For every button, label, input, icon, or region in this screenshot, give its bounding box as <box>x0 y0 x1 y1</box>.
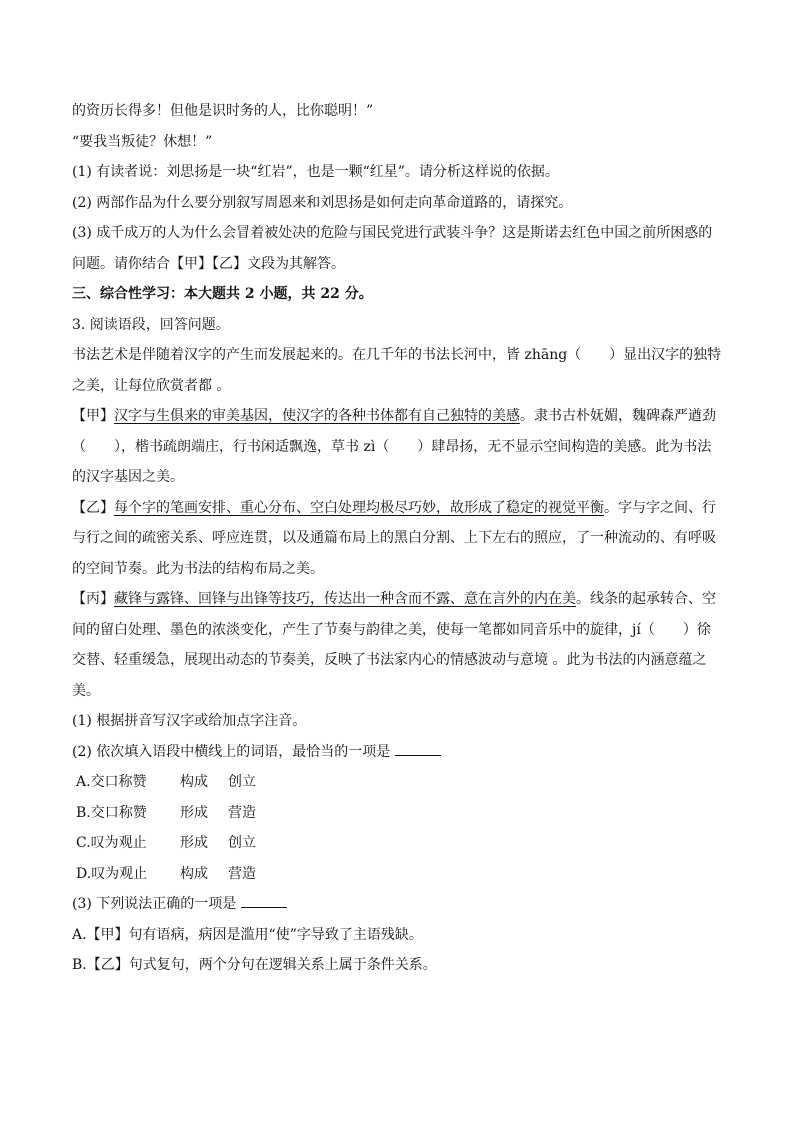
passage-text: 的空间节奏。此为书法的结构布局之美。 <box>72 560 324 577</box>
underlined-sentence: 汉字与生俱来的审美基因，使汉字的各种书体都有自己独特的美感 <box>114 408 520 424</box>
passage-paragraph-yi <box>72 493 722 524</box>
passage-text: 。字与字之间、行 <box>604 499 716 516</box>
question-text: 问题。请你结合【甲】【乙】文段为其解答。 <box>72 255 345 272</box>
option-a[interactable]: A.交口称赞 构成 创立 <box>76 774 256 790</box>
passage-text: 的汉字基因之美。 <box>72 469 184 485</box>
section-heading: 三、综合性学习：本大题共 2 小题，共 22 分。 <box>72 286 373 302</box>
underlined-sentence: 藏锋与露锋、回锋与出锋等技巧，传达出一种含而不露、意在言外的内在美 <box>114 591 576 607</box>
passage-paragraph-bing <box>72 584 722 615</box>
passage-text: 与行之间的疏密关系、呼应连贯，以及通篇布局上的黑白分割、上下左右的照应，了一种流动的、有呼吸 <box>72 530 716 546</box>
question-title: 3. 阅读语段，回答问题。 <box>72 316 230 333</box>
passage-text: （ ），楷书疏朗端庄，行书闲适飘逸，草书 zì（ ）肆昂扬，无不显示空间构造的美感。此为书法 <box>72 438 712 455</box>
answer-blank[interactable] <box>395 741 441 756</box>
answer-blank[interactable] <box>241 893 287 908</box>
text-line: “要我当叛徒？休想！” <box>72 133 213 150</box>
question-text: (1) 有读者说：刘思扬是一块“红岩”，也是一颗“红星”。请分析这样说的依据。 <box>72 164 559 180</box>
paragraph-tag: 【乙】 <box>72 499 114 516</box>
text-line: 的资历长得多！但他是识时务的人，比你聪明！” <box>72 103 374 119</box>
option-d[interactable]: D.叹为观止 构成 营造 <box>76 865 256 882</box>
passage-text: 。隶书古朴妩媚，魏碑森严遒劲 <box>520 408 716 424</box>
passage-text: 。线条的起承转合、空 <box>576 591 716 607</box>
passage-text: 美。 <box>72 682 100 699</box>
passage-paragraph-jia <box>72 401 722 432</box>
sub-question: (1) 根据拼音写汉字或给加点字注音。 <box>72 713 307 729</box>
passage-text: 书法艺术是伴随着汉字的产生而发展起来的。在几千年的书法长河中，皆 zhāng（ ）显出汉字的独特 <box>72 347 722 363</box>
underlined-sentence: 每个字的笔画安排、重心分布、空白处理均极尽巧妙，故形成了稳定的视觉平衡 <box>114 499 604 516</box>
choice-b[interactable]: B.【乙】句式复句，两个分句在逻辑关系上属于条件关系。 <box>72 957 437 973</box>
question-text: (3) 成千成万的人为什么会冒着被处决的危险与国民党进行武装斗争？这是斯诺去红色中国之前所困惑的 <box>72 225 713 241</box>
sub-question: (3) 下列说法正确的一项是 <box>72 889 722 920</box>
passage-text: 交替、轻重缓急，展现出动态的节奏美，反映了书法家内心的情感波动与意境 。此为书法的内涵意蕴之 <box>72 652 707 668</box>
passage-text: 间的留白处理、墨色的浓淡变化，产生了节奏与韵律之美，使每一笔都如同音乐中的旋律，jí（ ）徐 <box>72 621 711 638</box>
choice-a[interactable]: A.【甲】句有语病，病因是滥用“使”字导致了主语残缺。 <box>72 926 423 943</box>
option-c[interactable]: C.叹为观止 形成 创立 <box>76 835 256 851</box>
paragraph-tag: 【甲】 <box>72 408 114 424</box>
passage-text: 之美，让每位欣赏者都 。 <box>72 377 231 394</box>
question-text: (2) 两部作品为什么要分别叙写周恩来和刘思扬是如何走向革命道路的，请探究。 <box>72 194 573 211</box>
option-b[interactable]: B.交口称赞 形成 营造 <box>76 804 256 821</box>
document-page <box>72 96 722 981</box>
paragraph-tag: 【丙】 <box>72 591 114 607</box>
sub-question: (2) 依次填入语段中横线上的词语，最恰当的一项是 <box>72 737 722 768</box>
